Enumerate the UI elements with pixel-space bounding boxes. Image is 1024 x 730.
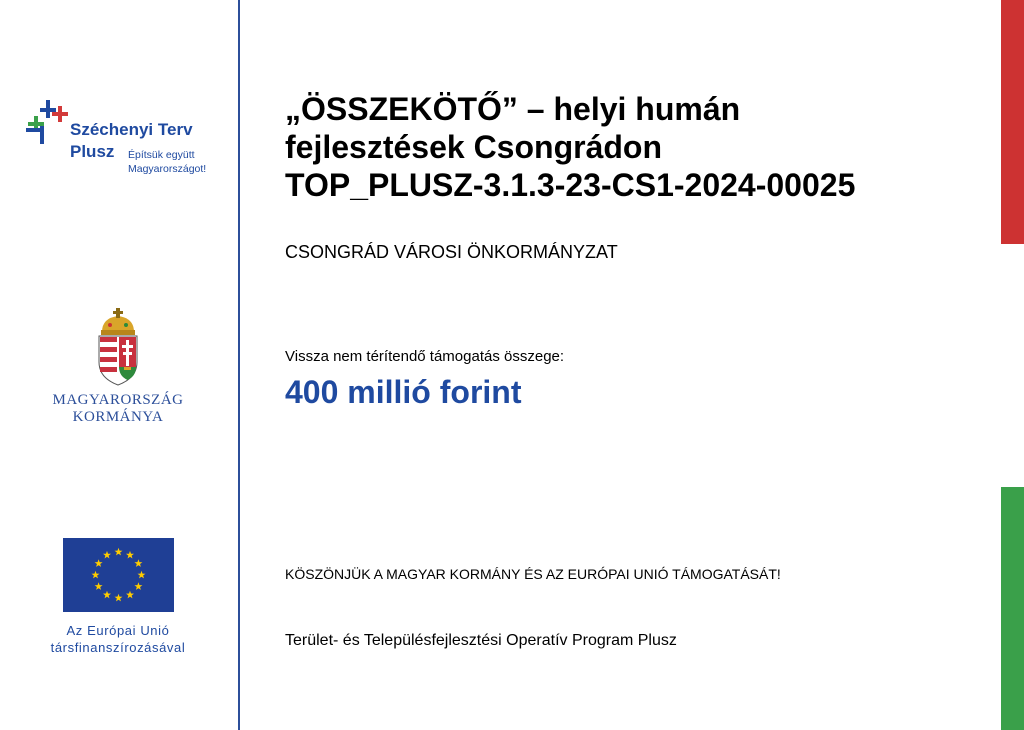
project-title-line2: fejlesztések Csongrádon: [285, 129, 662, 165]
government-caption: [20, 392, 216, 426]
eu-flag-icon: [63, 538, 174, 612]
project-id: TOP_PLUSZ-3.1.3-23-CS1-2024-00025: [285, 167, 856, 203]
left-panel-divider: [238, 0, 240, 730]
government-caption-line1: MAGYARORSZÁG: [52, 392, 184, 408]
project-title-line1: „ÖSSZEKÖTŐ” – helyi humán: [285, 91, 741, 127]
szechenyi-plus-mark-icon: [26, 100, 70, 146]
beneficiary-name: CSONGRÁD VÁROSI ÖNKORMÁNYZAT: [285, 242, 618, 262]
grant-amount-label: Vissza nem térítendő támogatás összege:: [285, 348, 565, 365]
szechenyi-slogan-line2: Magyarországot!: [128, 163, 207, 175]
szechenyi-logo-line2: Plusz: [70, 142, 115, 161]
project-title: [285, 90, 985, 204]
government-caption-line2: KORMÁNYA: [72, 409, 164, 425]
flag-stripe-green: [1001, 487, 1024, 730]
grant-amount-value: 400 millió forint: [285, 374, 522, 410]
flag-stripe-red: [1001, 0, 1024, 244]
eu-caption-line1: Az Európai Unió: [66, 623, 170, 638]
eu-caption-line2: társfinanszírozásával: [50, 640, 186, 655]
hungarian-coat-of-arms-icon: [96, 308, 140, 386]
szechenyi-terv-logo: [26, 100, 226, 180]
eu-caption: [10, 622, 226, 656]
szechenyi-slogan-line1: Építsük együtt: [128, 149, 195, 161]
thank-you-message: KÖSZÖNJÜK A MAGYAR KORMÁNY ÉS AZ EURÓPAI UNIÓ TÁMOGATÁSÁT!: [285, 566, 781, 582]
program-name: Terület- és Településfejlesztési Operatív Program Plusz: [285, 632, 677, 649]
szechenyi-slogan: [128, 148, 206, 176]
szechenyi-logo-line1: Széchenyi Terv: [70, 120, 193, 139]
